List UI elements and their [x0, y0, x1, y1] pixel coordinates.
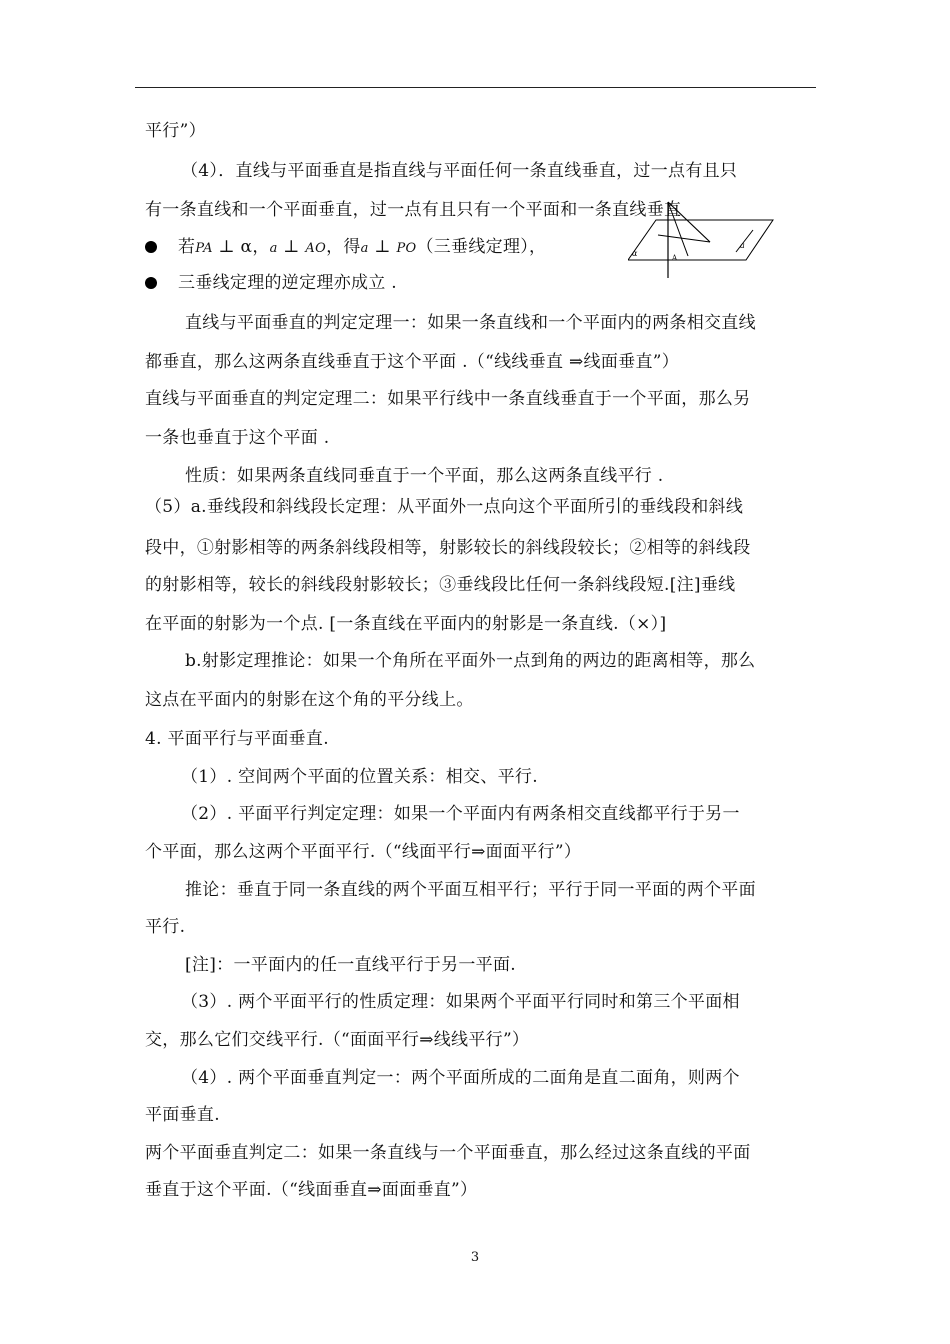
slant-line	[668, 202, 710, 242]
plane-parallelogram	[628, 220, 773, 260]
text-line: 都垂直，那么这两条直线垂直于这个平面 .（“线线垂直 ⇒线面垂直”）	[145, 352, 680, 372]
text-line: 的射影相等，较长的斜线段射影较长；③垂线段比任何一条斜线段短.[注]垂线	[145, 575, 736, 595]
text-line: 个平面，那么这两个平面平行.（“线面平行⇒面面平行”）	[145, 842, 582, 862]
slant-line	[668, 202, 688, 256]
text-line: 直线与平面垂直的判定定理一：如果一条直线和一个平面内的两条相交直线	[185, 313, 756, 333]
text-line: 平面垂直.	[145, 1105, 220, 1125]
text-line: [注]：一平面内的任一直线平行于另一平面.	[185, 955, 516, 975]
section-heading: 4. 平面平行与平面垂直.	[145, 729, 329, 749]
text-line: （4）．直线与平面垂直是指直线与平面任何一条直线垂直，过一点有且只	[181, 161, 738, 181]
page-number: 3	[470, 1250, 480, 1265]
text-line: 垂直于这个平面.（“线面垂直⇒面面垂直”）	[145, 1180, 478, 1200]
text-line: 在平面的射影为一个点. [一条直线在平面内的射影是一条直线.（×）]	[145, 614, 667, 634]
text-line: （3）. 两个平面平行的性质定理：如果两个平面平行同时和第三个平面相	[181, 992, 740, 1012]
text-line: 推论：垂直于同一条直线的两个平面互相平行；平行于同一平面的两个平面	[185, 880, 756, 900]
header-rule	[135, 87, 816, 88]
text-line: 平行”）	[145, 121, 206, 141]
three-perpendiculars-figure	[628, 200, 778, 280]
bullet-dot	[145, 277, 157, 289]
text-line: 直线与平面垂直的判定定理二：如果平行线中一条直线垂直于一个平面，那么另	[145, 389, 751, 409]
text-line: （4）. 两个平面垂直判定一：两个平面所成的二面角是直二面角，则两个	[181, 1068, 740, 1088]
text-line: 性质：如果两条直线同垂直于一个平面，那么这两条直线平行 .	[185, 466, 664, 486]
text-line: 一条也垂直于这个平面 .	[145, 428, 330, 448]
bullet-theorem-line: 若PA ⊥ α，a ⊥ AO，得a ⊥ PO（三垂线定理），	[178, 237, 547, 257]
alpha-label: α	[632, 249, 638, 258]
text-line: （1）. 空间两个平面的位置关系：相交、平行.	[181, 767, 538, 787]
text-line: 这点在平面内的射影在这个角的平分线上。	[145, 690, 474, 710]
text-line: b.射影定理推论：如果一个角所在平面外一点到角的两边的距离相等，那么	[185, 651, 756, 671]
A-label: A	[672, 254, 678, 262]
text-line: 三垂线定理的逆定理亦成立 .	[178, 273, 398, 293]
projection-line	[658, 235, 710, 242]
text-line: （2）. 平面平行判定定理：如果一个平面内有两条相交直线都平行于另一	[181, 804, 740, 824]
text-line: （5）a.垂线段和斜线段长定理：从平面外一点向这个平面所引的垂线段和斜线	[145, 497, 744, 517]
text-line: 交，那么它们交线平行.（“面面平行⇒线线平行”）	[145, 1030, 530, 1050]
bullet-dot	[145, 241, 157, 253]
text-line: 平行.	[145, 917, 186, 937]
text-line: 两个平面垂直判定二：如果一条直线与一个平面垂直，那么经过这条直线的平面	[145, 1143, 751, 1163]
text-line: 段中，①射影相等的两条斜线段相等，射影较长的斜线段较长；②相等的斜线段	[145, 538, 751, 558]
text-line: 有一条直线和一个平面垂直，过一点有且只有一个平面和一条直线垂直	[145, 200, 682, 220]
a-label: a	[740, 241, 745, 250]
